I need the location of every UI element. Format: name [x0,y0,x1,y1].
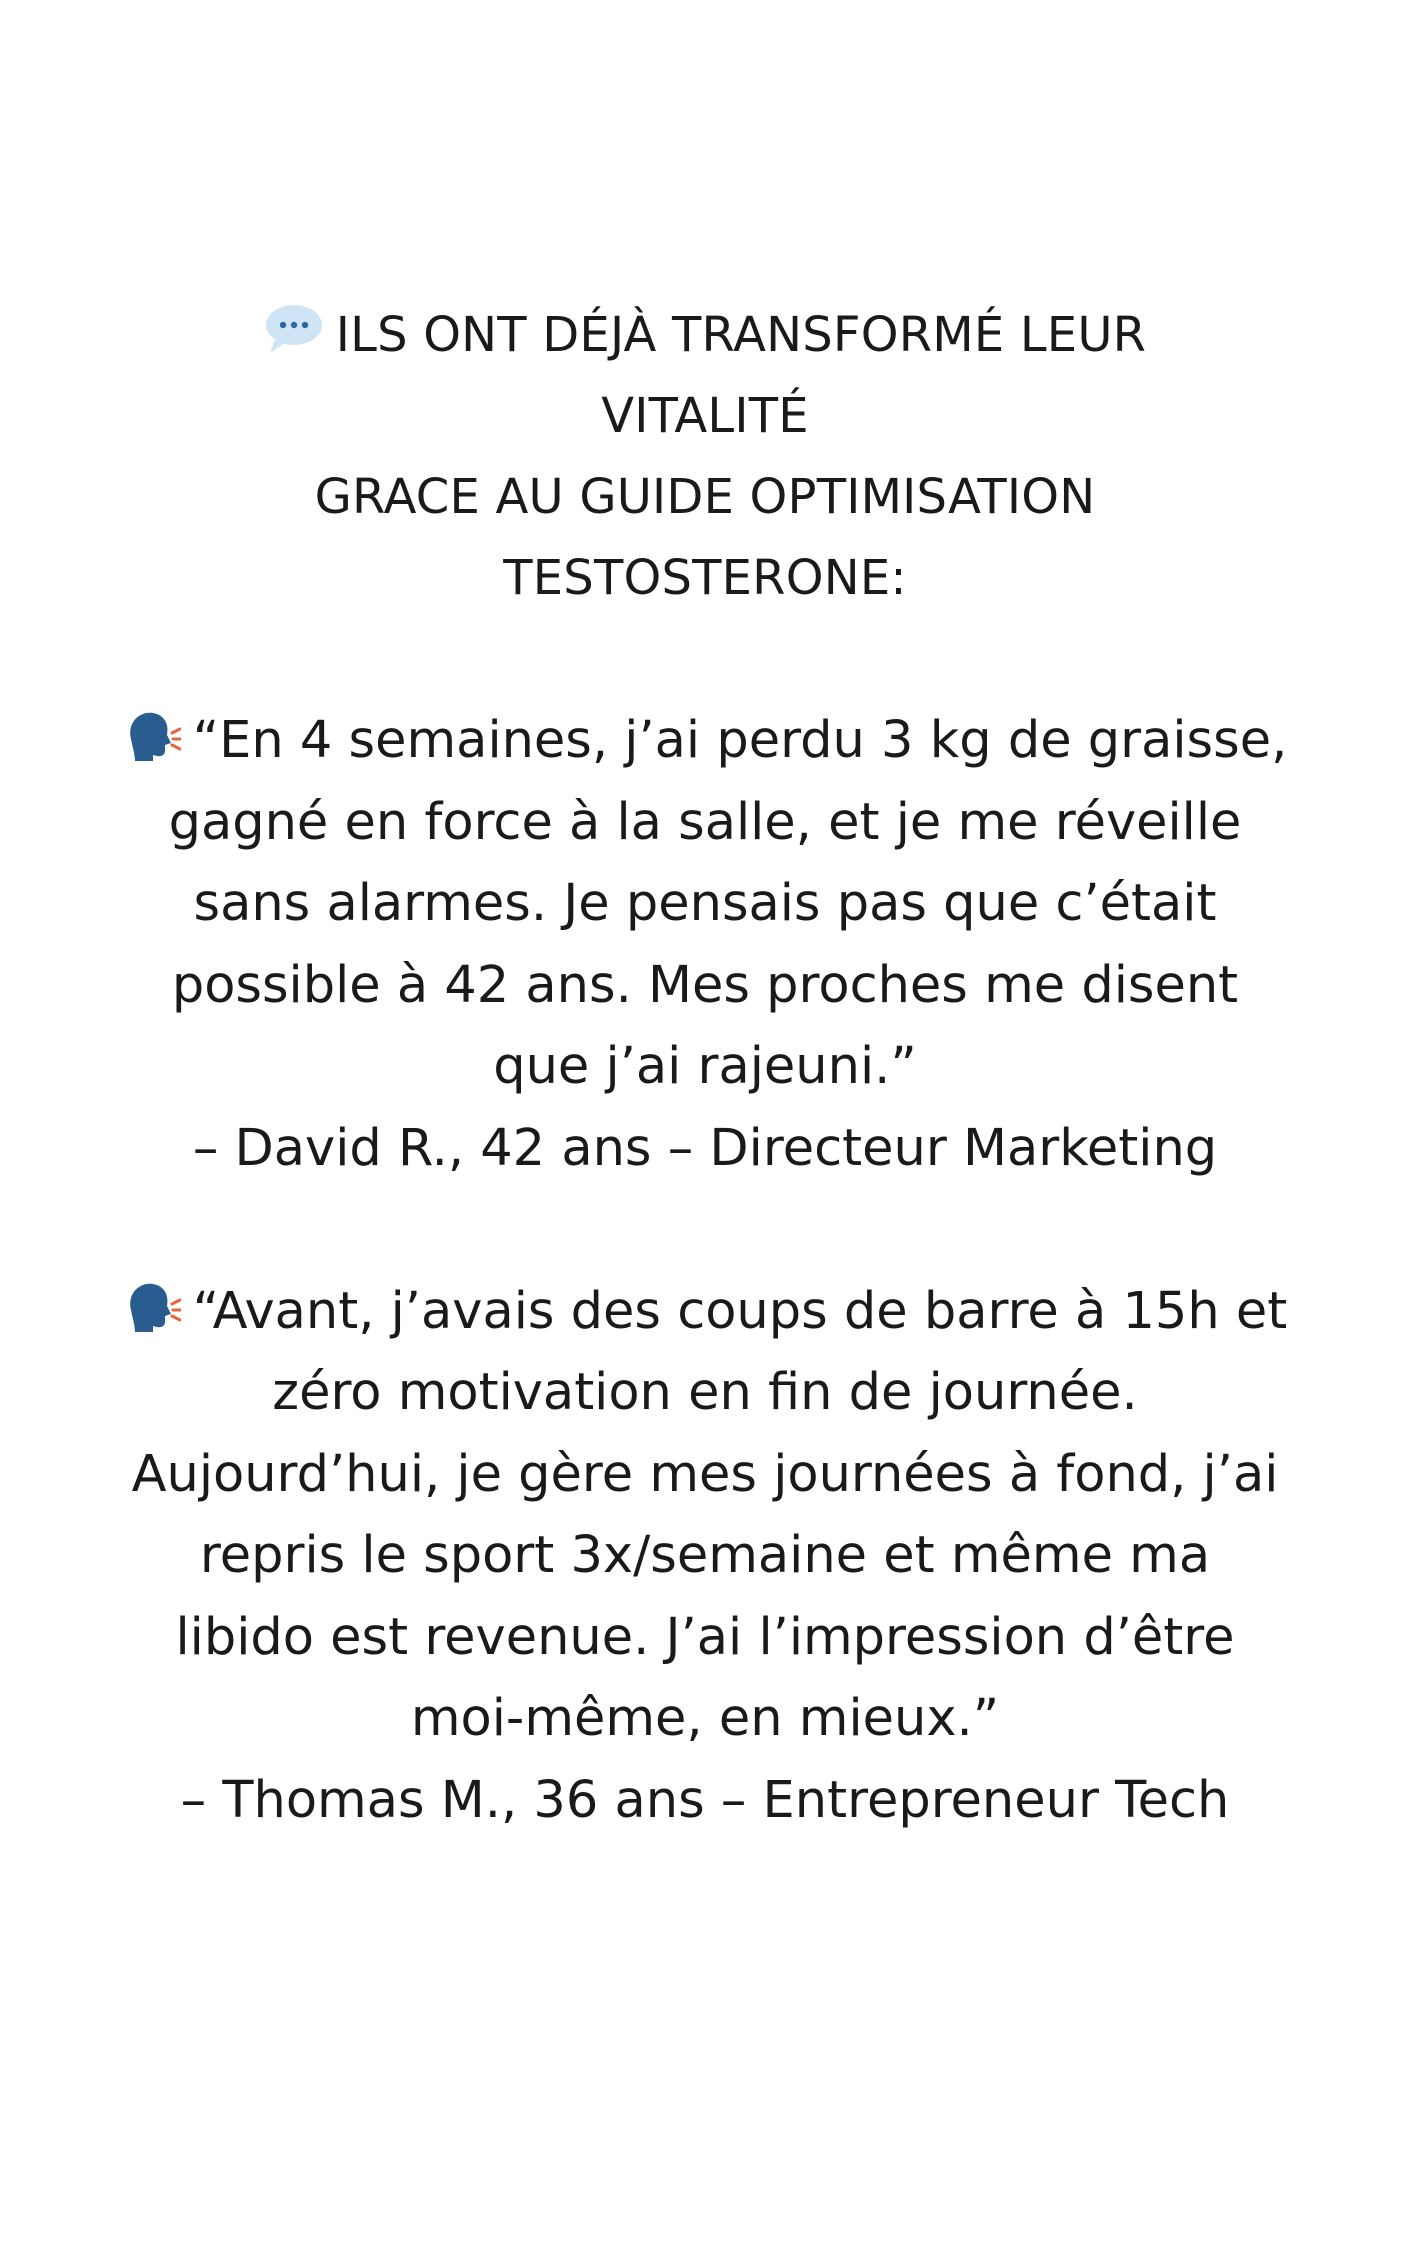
heading-text: ILS ONT DÉJÀ TRANSFORMÉ LEUR [335,307,1147,363]
speaking-head-icon [123,709,181,763]
quote-text: “En 4 semaines, j’ai perdu 3 kg de graisse, [192,711,1288,770]
quote-line: Aujourd’hui, je gère mes journées à fond, j’ai [131,1444,1279,1504]
quote-line: repris le sport 3x/semaine et même ma [199,1526,1211,1585]
speech-balloon-icon [264,303,324,357]
heading-line-2: VITALITÉ [601,388,809,444]
testimonial-david [70,700,1340,1189]
page-heading [70,295,1340,619]
quote-line: moi-même, en mieux.” [410,1689,1000,1748]
heading-line-1 [70,295,1340,376]
spacer [70,1189,1340,1271]
quote-line: zéro motivation en fin de journée. [272,1363,1138,1422]
quote-line: possible à 42 ans. Mes proches me disent [171,955,1239,1015]
quote-line: gagné en force à la salle, et je me réveille [168,792,1242,852]
quote-line: libido est revenue. J’ai l’impression d’être [175,1607,1235,1667]
testimonial-line [70,1271,1340,1353]
testimonial-author: – Thomas M., 36 ans – Entrepreneur Tech [180,1770,1230,1830]
speaking-head-icon [123,1280,181,1334]
testimonial-thomas [70,1271,1340,1842]
quote-line: sans alarmes. Je pensais pas que c’était [193,874,1217,933]
quote-line: que j’ai rajeuni.” [493,1037,917,1096]
content [70,295,1340,1841]
heading-line-4: TESTOSTERONE: [503,550,907,606]
quote-text: “Avant, j’avais des coups de barre à 15h et [192,1281,1288,1341]
heading-line-3: GRACE AU GUIDE OPTIMISATION [314,469,1096,525]
testimonial-author: – David R., 42 ans – Directeur Marketing [192,1118,1218,1178]
testimonial-line [70,700,1340,782]
